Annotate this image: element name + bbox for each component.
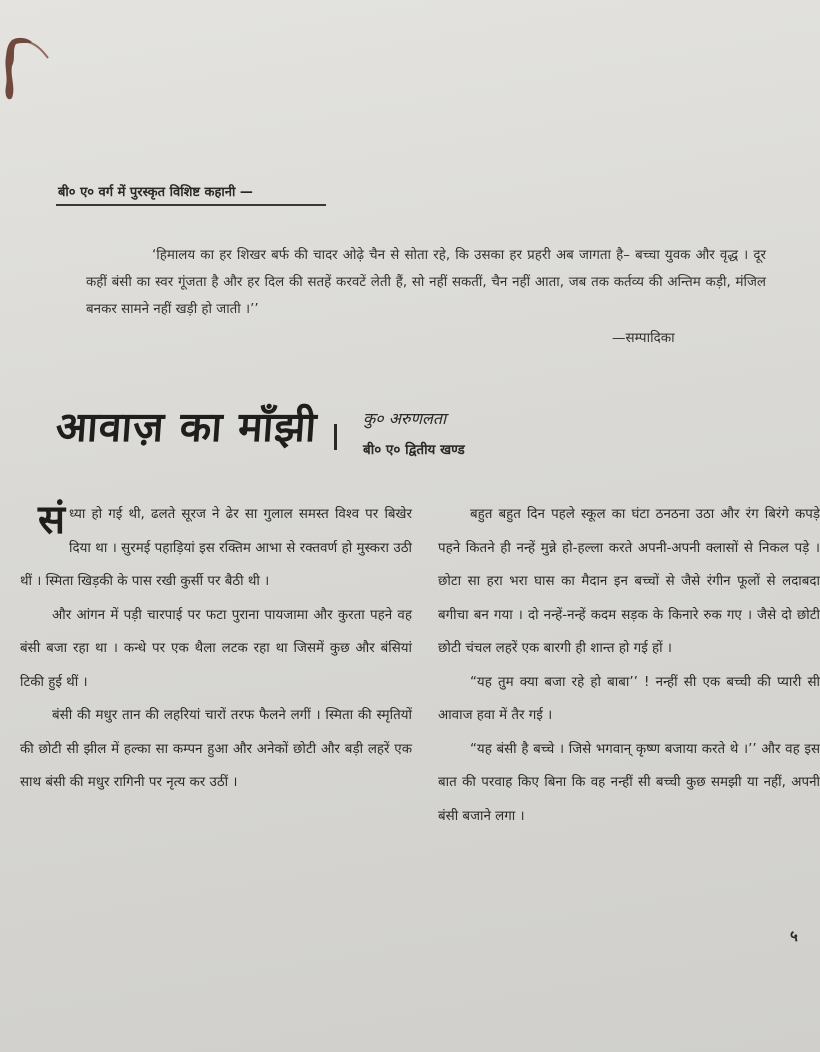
- page-number: ५: [790, 927, 798, 945]
- right-paragraph-2: “यह तुम क्या बजा रहे हो बाबा’’ ! नन्हीं सी एक बच्ची की प्यारी सी आवाज हवा में तैर गई ।: [438, 674, 820, 723]
- story-column-left: [20, 498, 412, 800]
- paper-stain-mark: [2, 36, 60, 106]
- story-column-right: [438, 498, 820, 833]
- left-paragraph-1-text: ध्या हो गई थी, ढलते सूरज ने ढेर सा गुलाल समस्त विश्व पर बिखेर दिया था । सुरमई पहाड़ियां इस रक्तिम आभा से रक्तवर्ण हो मुस्करा उठी थीं । स्मिता खिड़की के पास रखी कुर्सी पर बैठी थी ।: [20, 507, 412, 589]
- story-author: कु० अरुणलता: [363, 409, 447, 428]
- editor-signature: —सम्पादिका: [612, 330, 675, 346]
- story-title: आवाज़ का माँझी: [54, 403, 319, 451]
- left-paragraph-3: बंसी की मधुर तान की लहरियां चारों तरफ फैलने लगीं । स्मिता की स्मृतियों की छोटी सी झील में हल्का सा कम्पन हुआ और अनेकों छोटी और बड़ी लहरें एक साथ बंसी की मधुर रागिनी पर नृत्य कर उठीं ।: [20, 708, 412, 790]
- dropcap: सं: [38, 497, 66, 543]
- left-paragraph-1: [20, 498, 412, 599]
- left-paragraph-2: और आंगन में पड़ी चारपाई पर फटा पुराना पायजामा और कुरता पहने वह बंसी बजा रहा था । कन्धे पर एक थैला लटक रहा था जिसमें कुछ और बंसियां टिकी हुई थीं ।: [20, 607, 412, 690]
- title-separator: [334, 424, 337, 450]
- right-paragraph-1: बहुत बहुत दिन पहले स्कूल का घंटा ठनठना उठा और रंग बिरंगे कपड़े पहने कितने ही नन्हें मुन्ने हो-हल्ला करते अपनी-अपनी क्लासों से निकल पड़े । छोटा सा हरा भरा घास का मैदान इन बच्चों से जैसे रंगीन फूलों से लदाबदा बगीचा बन गया । दो नन्हें-नन्हें कदम सड़क के किनारे रुक गए । जैसे दो छोटी छोटी चंचल लहरें एक बारगी ही शान्त हो गई हों ।: [438, 507, 820, 656]
- section-label: बी० ए० वर्ग में पुरस्कृत विशिष्ट कहानी —: [58, 185, 253, 200]
- right-paragraph-3: “यह बंसी है बच्चे । जिसे भगवान् कृष्ण बजाया करते थे ।’’ और वह इस बात की परवाह किए बिना कि वह नन्हीं सी बच्ची कुछ समझी या नहीं, अपनी बंसी बजाने लगा ।: [438, 741, 820, 824]
- author-class: बी० ए० द्वितीय खण्ड: [363, 442, 465, 458]
- editor-quote: ‘हिमालय का हर शिखर बर्फ की चादर ओढ़े चैन से सोता रहे, कि उसका हर प्रहरी अब जागता है– बच्चा युवक और वृद्ध । दूर कहीं बंसी का स्वर गूंजता है और हर दिल की सतहें करवटें लेती हैं, सो नहीं सकतीं, चैन नहीं आता, जब तक कर्तव्य की अन्तिम कड़ी, मंजिल बनकर सामने नहीं खड़ी हो जाती ।’’: [86, 248, 766, 317]
- section-underline: [56, 204, 326, 206]
